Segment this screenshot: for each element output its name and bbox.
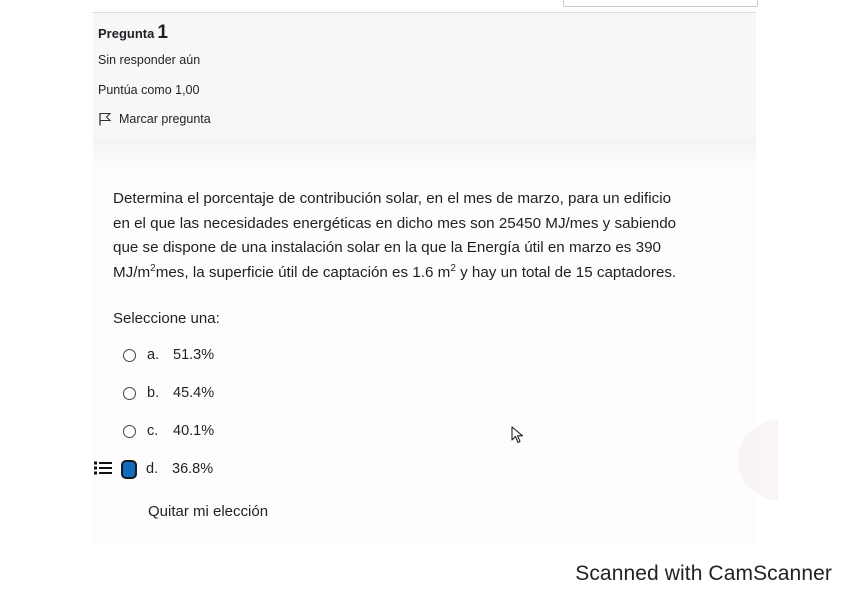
radio-button[interactable] (123, 387, 136, 400)
question-content-panel (93, 139, 756, 546)
question-text (113, 187, 743, 285)
option-value: 36.8% (172, 461, 214, 477)
option-value: 45.4% (173, 385, 215, 401)
option-value: 51.3% (173, 347, 215, 363)
flag-icon (98, 112, 112, 126)
answer-option-b[interactable] (123, 385, 214, 401)
question-text-line: que se dispone de una instalación solar en la que la Energía útil en marzo es 390 (113, 239, 661, 256)
option-letter: a. (147, 347, 160, 363)
answer-option-d[interactable] (123, 461, 213, 477)
clear-choice-link[interactable]: Quitar mi elección (148, 503, 269, 520)
option-letter: d. (146, 461, 159, 477)
option-letter: c. (147, 423, 159, 439)
question-info-panel (93, 12, 756, 140)
option-value: 40.1% (173, 423, 215, 439)
question-text-line: Determina el porcentaje de contribución solar, en el mes de marzo, para un edificio (113, 190, 672, 207)
radio-button[interactable] (123, 425, 136, 438)
question-status: Sin responder aún (98, 53, 201, 67)
answer-option-c[interactable] (123, 423, 214, 439)
list-icon (94, 460, 112, 476)
cropped-box-corner (563, 0, 758, 7)
option-letter: b. (147, 385, 160, 401)
flag-question-label: Marcar pregunta (119, 112, 211, 126)
quiz-navigation-button[interactable] (92, 455, 114, 481)
question-heading (98, 22, 168, 44)
question-grade: Puntúa como 1,00 (98, 83, 200, 97)
question-text-line: en el que las necesidades energéticas en dicho mes son 25450 MJ/mes y sabiendo (113, 214, 677, 232)
radio-button-selected[interactable] (123, 462, 135, 477)
flag-question-link[interactable] (98, 112, 211, 126)
question-text-line: $MJ/m^2mes$, la superficie útil de captación es 1.6 $m^2$ y hay un total de 15 captadores. (113, 262, 677, 281)
radio-button[interactable] (123, 349, 136, 362)
scanner-watermark: Scanned with CamScanner (575, 562, 832, 585)
question-label: Pregunta (98, 26, 155, 41)
question-number: 1 (157, 22, 168, 43)
answer-option-a[interactable] (123, 347, 214, 363)
select-prompt: Seleccione una: (113, 310, 220, 327)
mouse-pointer-icon (511, 426, 525, 444)
panel-shade (93, 139, 756, 169)
